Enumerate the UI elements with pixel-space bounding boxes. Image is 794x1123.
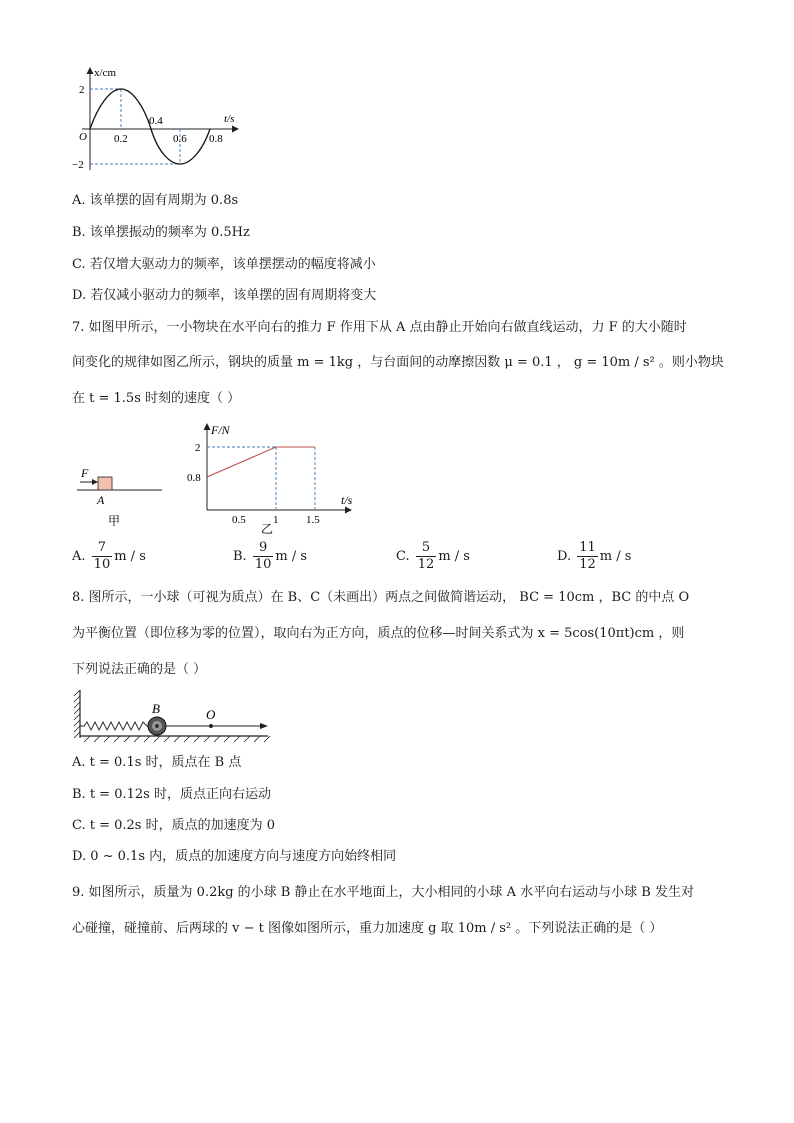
q6-x-label: t/s <box>224 113 235 125</box>
q7-yi-x-label: t/s <box>341 493 353 507</box>
q7-caption-jia: 甲 <box>108 514 121 528</box>
q8-stem-line2: 为平衡位置（即位移为零的位置），取向右为正方向，质点的位移—时间关系式为 x = 5cos(10πt)cm ，则 <box>72 626 685 641</box>
q8-stem-line3: 下列说法正确的是（ ） <box>72 662 207 677</box>
q7-option-d: D. $\frac{11}{12}$ m / s <box>557 540 632 572</box>
q7-stem-line1: 7. 如图甲所示，一小物块在水平向右的推力 F 作用下从 A 点由静止开始向右做直线运动，力 F 的大小随时 <box>72 320 687 335</box>
q6-origin: O <box>79 131 87 143</box>
q8-option-d: D. 0 ~ 0.1s 内，质点的加速度方向与速度方向始终相同 <box>72 849 397 864</box>
q7-option-b: B. $\frac{9}{10}$ m / s <box>233 540 308 572</box>
q7-block <box>98 477 112 490</box>
q7-force-ramp <box>207 447 276 477</box>
q7-yi-xtick-0.5: 0.5 <box>232 514 246 526</box>
q7-yi-ytick-0.8: 0.8 <box>187 472 201 484</box>
q7-option-a: A. $\frac{7}{10}$ m / s <box>72 540 146 572</box>
q7-yi-xtick-1.5: 1.5 <box>306 514 320 526</box>
q8-spring <box>80 722 150 730</box>
q6-xtick-0.8: 0.8 <box>209 133 223 145</box>
q6-option-a: A. 该单摆的固有周期为 0.8s <box>72 193 239 208</box>
q8-option-c: C. t = 0.2s 时，质点的加速度为 0 <box>72 818 276 833</box>
q8-stem-line1: 8. 图所示，一小球（可视为质点）在 B、C（未画出）两点之间做简谐运动， BC = 10cm ，BC 的中点 O <box>72 590 690 605</box>
q6-xtick-0.2: 0.2 <box>114 133 128 145</box>
q6-xtick-0.6: 0.6 <box>173 133 187 145</box>
q7-yi-xtick-1: 1 <box>273 514 279 526</box>
q7-caption-yi: 乙 <box>261 522 274 535</box>
q7-point-a: A <box>97 493 105 507</box>
q7-stem-line2: 间变化的规律如图乙所示，钢块的质量 m = 1kg ，与台面间的动摩擦因数 μ = 0.1 ， g = 10m / s² 。则小物块 <box>72 355 724 370</box>
q6-option-d: D. 若仅减小驱动力的频率，该单摆的固有周期将变大 <box>72 288 377 303</box>
q8-option-a: A. t = 0.1s 时，质点在 B 点 <box>72 755 242 770</box>
q6-option-c: C. 若仅增大驱动力的频率，该单摆摆动的幅度将减小 <box>72 257 376 272</box>
q6-xt-graph <box>70 62 250 177</box>
q6-option-b: B. 该单摆振动的频率为 0.5Hz <box>72 225 250 240</box>
q7-force-label: F <box>81 466 89 480</box>
q7-stem-line3: 在 t = 1.5s 时刻的速度（ ） <box>72 391 241 406</box>
q7-option-c: C. $\frac{5}{12}$ m / s <box>396 540 470 572</box>
q6-ytick-neg2: −2 <box>72 159 84 171</box>
q9-stem-line2: 心碰撞，碰撞前、后两球的 v − t 图像如图所示，重力加速度 g 取 10m / s² 。下列说法正确的是（ ） <box>72 921 663 936</box>
q8-option-b: B. t = 0.12s 时，质点正向右运动 <box>72 787 271 802</box>
q7-figure-jia <box>72 462 172 532</box>
q8-spring-figure <box>70 688 275 746</box>
q6-y-label: x/cm <box>94 67 116 79</box>
q7-yi-y-label: F/N <box>211 423 230 437</box>
q8-ball-label: B <box>152 701 160 716</box>
q7-figure-yi <box>183 420 363 535</box>
q6-xtick-0.4: 0.4 <box>149 115 163 127</box>
q6-ytick-2: 2 <box>79 84 85 96</box>
q8-center-label: O <box>206 707 216 722</box>
q9-stem-line1: 9. 如图所示，质量为 0.2kg 的小球 B 静止在水平地面上，大小相同的小球 A 水平向右运动与小球 B 发生对 <box>72 885 694 900</box>
q7-yi-ytick-2: 2 <box>195 442 201 454</box>
q8-center-point <box>209 724 213 728</box>
